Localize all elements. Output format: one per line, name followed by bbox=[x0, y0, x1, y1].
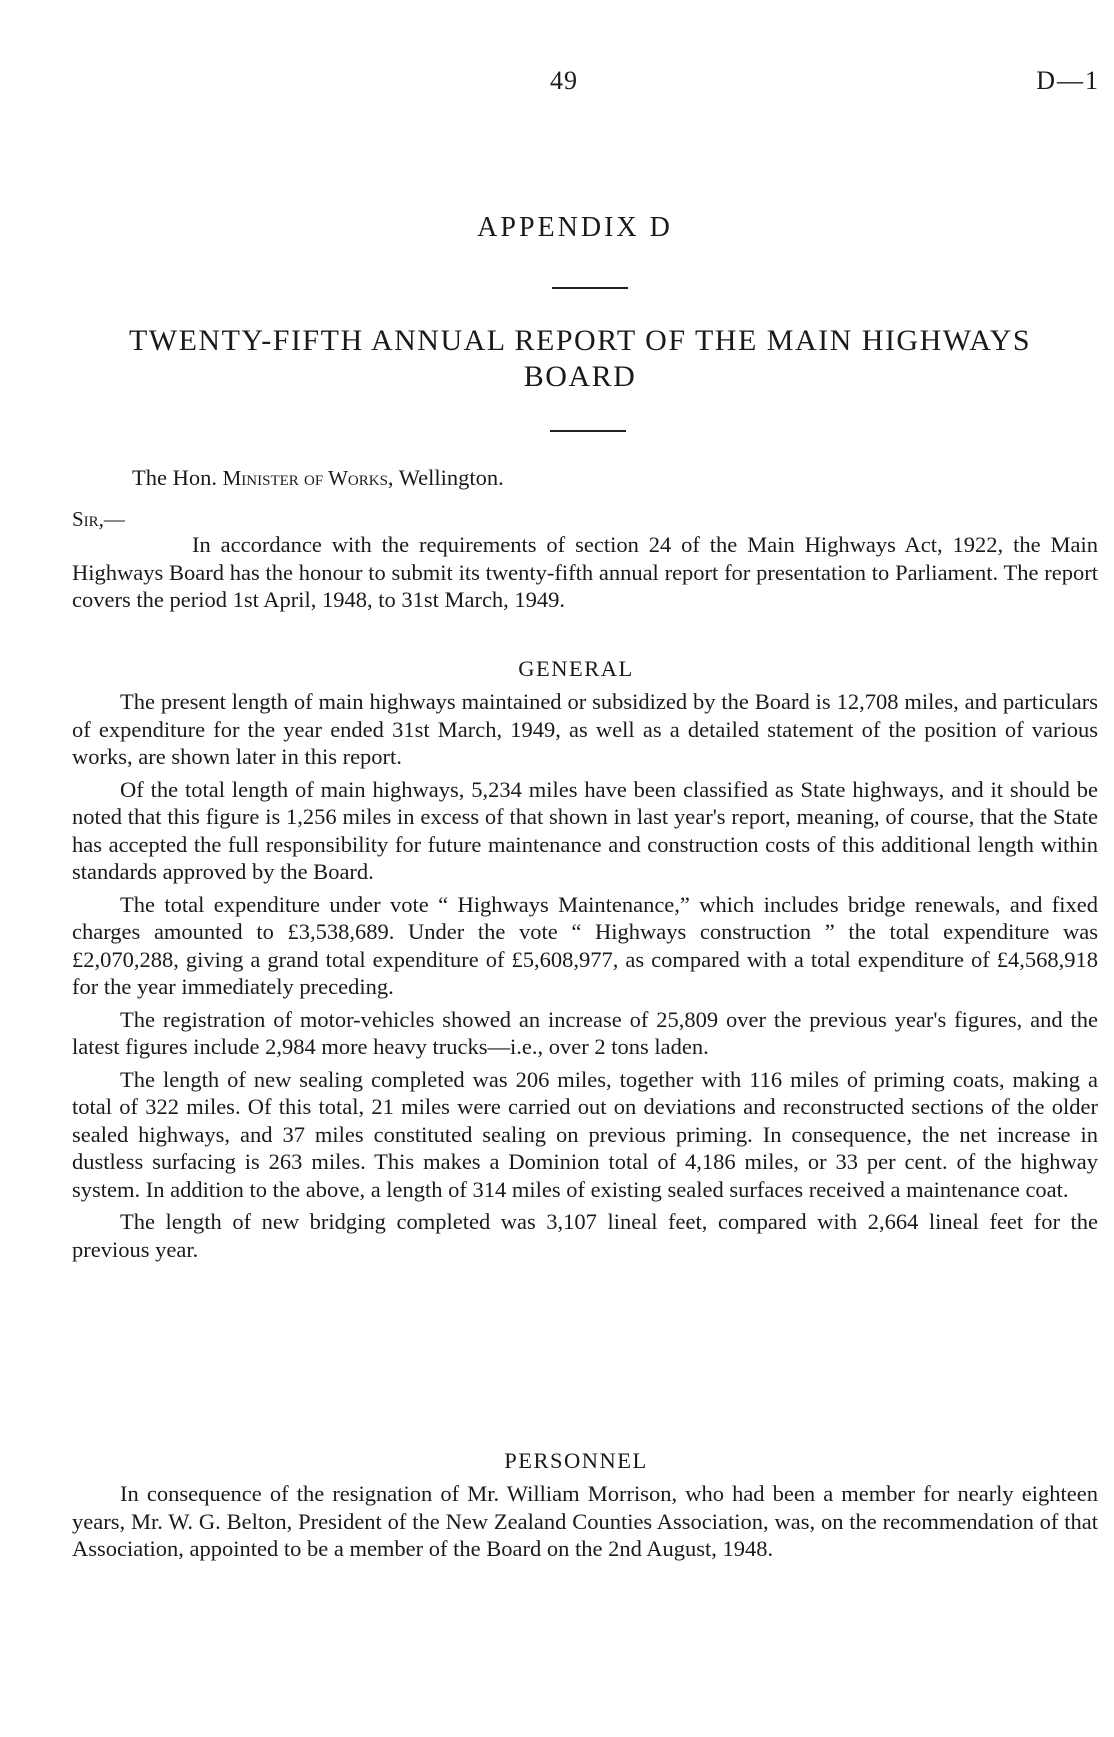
general-paragraph: The present length of main highways maintained or subsidized by the Board is 12,708 miles, and particulars of expenditure for the year ended 31st March, 1949, as well as a detailed statement of the position of various works, are shown later in this report. bbox=[72, 689, 1098, 769]
personnel-paragraph: In consequence of the resignation of Mr. William Morrison, who had been a member for nearly eighteen years, Mr. W. G. Belton, President of the New Zealand Counties Association, was, on the recommendation of that Association, appointed to be a member of the Board on the 2nd August, 1948. bbox=[72, 1481, 1098, 1561]
section-heading-general: GENERAL bbox=[518, 656, 634, 681]
title-divider-bottom bbox=[550, 430, 626, 432]
general-paragraph: The total expenditure under vote “ Highways Maintenance,” which includes bridge renewals, and fixed charges amounted to £3,538,689. Under the vote “ Highways construction ” the total expenditure was £2,070,288, giving a grand total expenditure of £5,608,977, as compared with a total expenditure of £4,568,918 for the year immediately preceding. bbox=[72, 891, 1098, 999]
salutation-text: Sir,— bbox=[72, 507, 125, 531]
page-header bbox=[0, 66, 1114, 102]
general-paragraph: The registration of motor-vehicles showed an increase of 25,809 over the previous year's figures, and the latest figures include 2,984 more heavy trucks—i.e., over 2 tons laden. bbox=[72, 1006, 1098, 1059]
addressee-line bbox=[132, 464, 1032, 493]
general-paragraph: The length of new bridging completed was 3,107 lineal feet, compared with 2,664 lineal feet for the previous year. bbox=[72, 1209, 1098, 1262]
addressee-office: Minister of Works bbox=[222, 466, 388, 490]
intro-section bbox=[72, 531, 1098, 619]
report-title: TWENTY-FIFTH ANNUAL REPORT OF THE MAIN HIGHWAYS BOARD bbox=[128, 324, 1032, 393]
intro-paragraph: In accordance with the requirements of section 24 of the Main Highways Act, 1922, the Main Highways Board has the honour to submit its twenty-fifth annual report for presentation to Parliament. The report covers the period 1st April, 1948, to 31st March, 1949. bbox=[72, 532, 1098, 612]
document-code: D—1 bbox=[1036, 66, 1100, 95]
addressee-suffix: , Wellington. bbox=[387, 465, 504, 490]
general-paragraph: The length of new sealing completed was 206 miles, together with 116 miles of priming coats, making a total of 322 miles. Of this total, 21 miles were carried out on deviations and reconstructed sections of the older sealed highways, and 37 miles constituted sealing on previous priming. In consequence, the net increase in dustless surfacing is 263 miles. This makes a Dominion total of 4,186 miles, or 33 per cent. of the highway system. In addition to the above, a length of 314 miles of existing sealed surfaces received a maintenance coat. bbox=[72, 1066, 1098, 1202]
appendix-title: APPENDIX D bbox=[477, 212, 673, 243]
general-section bbox=[72, 688, 1098, 1268]
addressee-prefix: The Hon. bbox=[132, 465, 223, 490]
salutation bbox=[72, 505, 1098, 534]
title-divider-top bbox=[552, 287, 628, 289]
general-paragraph: Of the total length of main highways, 5,234 miles have been classified as State highways, and it should be noted that this figure is 1,256 miles in excess of that shown in last year's report, meaning, of course, that the State has accepted the full responsibility for future maintenance and construction costs of this additional length within standards approved by the Board. bbox=[72, 776, 1098, 884]
personnel-section bbox=[72, 1480, 1098, 1568]
page-number: 49 bbox=[550, 66, 578, 95]
section-heading-personnel: PERSONNEL bbox=[504, 1448, 648, 1473]
